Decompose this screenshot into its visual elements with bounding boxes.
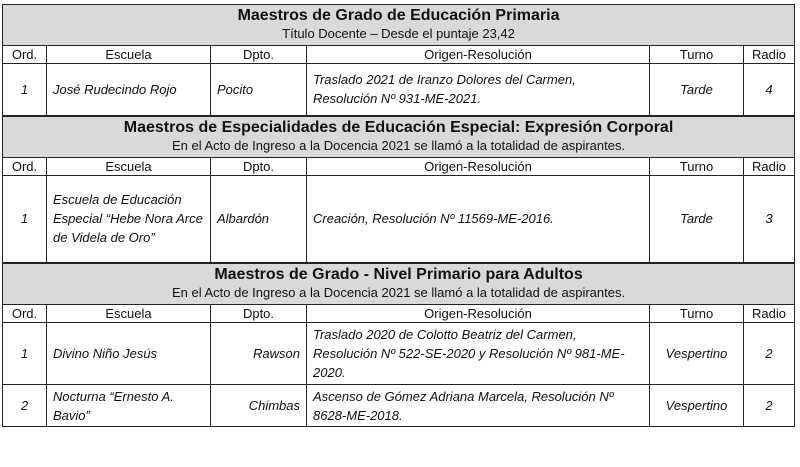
col-origen: Origen-Resolución xyxy=(307,157,650,175)
cell-radio: 3 xyxy=(744,175,795,263)
cell-radio: 4 xyxy=(744,64,795,116)
cell-ord: 1 xyxy=(3,323,47,385)
cell-ord: 2 xyxy=(3,385,47,427)
cell-origen: Traslado 2021 de Iranzo Dolores del Carmen, Resolución Nº 931-ME-2021. xyxy=(307,64,650,116)
col-dpto: Dpto. xyxy=(211,157,307,175)
section-header xyxy=(3,116,795,158)
section-title: Maestros de Grado de Educación Primaria xyxy=(237,7,560,24)
cell-escuela: Nocturna “Ernesto A. Bavio” xyxy=(47,385,211,427)
cell-origen: Ascenso de Gómez Adriana Marcela, Resolución Nº 8628-ME-2018. xyxy=(307,385,650,427)
table-row xyxy=(3,175,795,263)
section-subtitle: En el Acto de Ingreso a la Docencia 2021 se llamó a la totalidad de aspirantes. xyxy=(171,285,626,300)
col-turno: Turno xyxy=(650,305,744,323)
cell-escuela: Escuela de Educación Especial “Hebe Nora Arce de Videla de Oro” xyxy=(47,175,211,263)
cell-origen: Traslado 2020 de Colotto Beatriz del Carmen, Resolución Nº 522-SE-2020 y Resolución Nº 981-ME-2020. xyxy=(307,323,650,385)
section-subtitle: En el Acto de Ingreso a la Docencia 2021 se llamó a la totalidad de aspirantes. xyxy=(171,137,626,153)
col-ord: Ord. xyxy=(3,305,47,323)
section-header xyxy=(3,5,795,46)
section-header xyxy=(3,263,795,305)
col-radio: Radio xyxy=(744,46,795,64)
col-origen: Origen-Resolución xyxy=(307,46,650,64)
column-header-row xyxy=(3,157,795,175)
column-header-row xyxy=(3,46,795,64)
section-subtitle: Título Docente – Desde el puntaje 23,42 xyxy=(282,26,515,41)
col-ord: Ord. xyxy=(3,46,47,64)
cell-ord: 1 xyxy=(3,64,47,116)
cell-radio: 2 xyxy=(744,323,795,385)
cell-origen: Creación, Resolución Nº 11569-ME-2016. xyxy=(307,175,650,263)
col-escuela: Escuela xyxy=(47,46,211,64)
cell-radio: 2 xyxy=(744,385,795,427)
cell-turno: Vespertino xyxy=(650,385,744,427)
section-title: Maestros de Especialidades de Educación Especial: Expresión Corporal xyxy=(123,118,674,136)
table-row xyxy=(3,64,795,116)
cell-dpto: Chimbas xyxy=(211,385,307,427)
column-header-row xyxy=(3,305,795,323)
cell-dpto: Pocito xyxy=(211,64,307,116)
cell-turno: Tarde xyxy=(650,175,744,263)
col-turno: Turno xyxy=(650,157,744,175)
table-row xyxy=(3,385,795,427)
cell-turno: Tarde xyxy=(650,64,744,116)
designations-table xyxy=(2,4,795,427)
cell-dpto: Albardón xyxy=(211,175,307,263)
col-origen: Origen-Resolución xyxy=(307,305,650,323)
col-radio: Radio xyxy=(744,305,795,323)
col-ord: Ord. xyxy=(3,157,47,175)
cell-dpto: Rawson xyxy=(211,323,307,385)
col-dpto: Dpto. xyxy=(211,46,307,64)
table-row xyxy=(3,323,795,385)
section-title: Maestros de Grado - Nivel Primario para Adultos xyxy=(214,266,583,283)
cell-turno: Vespertino xyxy=(650,323,744,385)
cell-escuela: José Rudecindo Rojo xyxy=(47,64,211,116)
col-dpto: Dpto. xyxy=(211,305,307,323)
document-table-wrapper xyxy=(2,4,794,427)
col-escuela: Escuela xyxy=(47,305,211,323)
col-radio: Radio xyxy=(744,157,795,175)
cell-ord: 1 xyxy=(3,175,47,263)
col-escuela: Escuela xyxy=(47,157,211,175)
cell-escuela: Divino Niño Jesús xyxy=(47,323,211,385)
col-turno: Turno xyxy=(650,46,744,64)
